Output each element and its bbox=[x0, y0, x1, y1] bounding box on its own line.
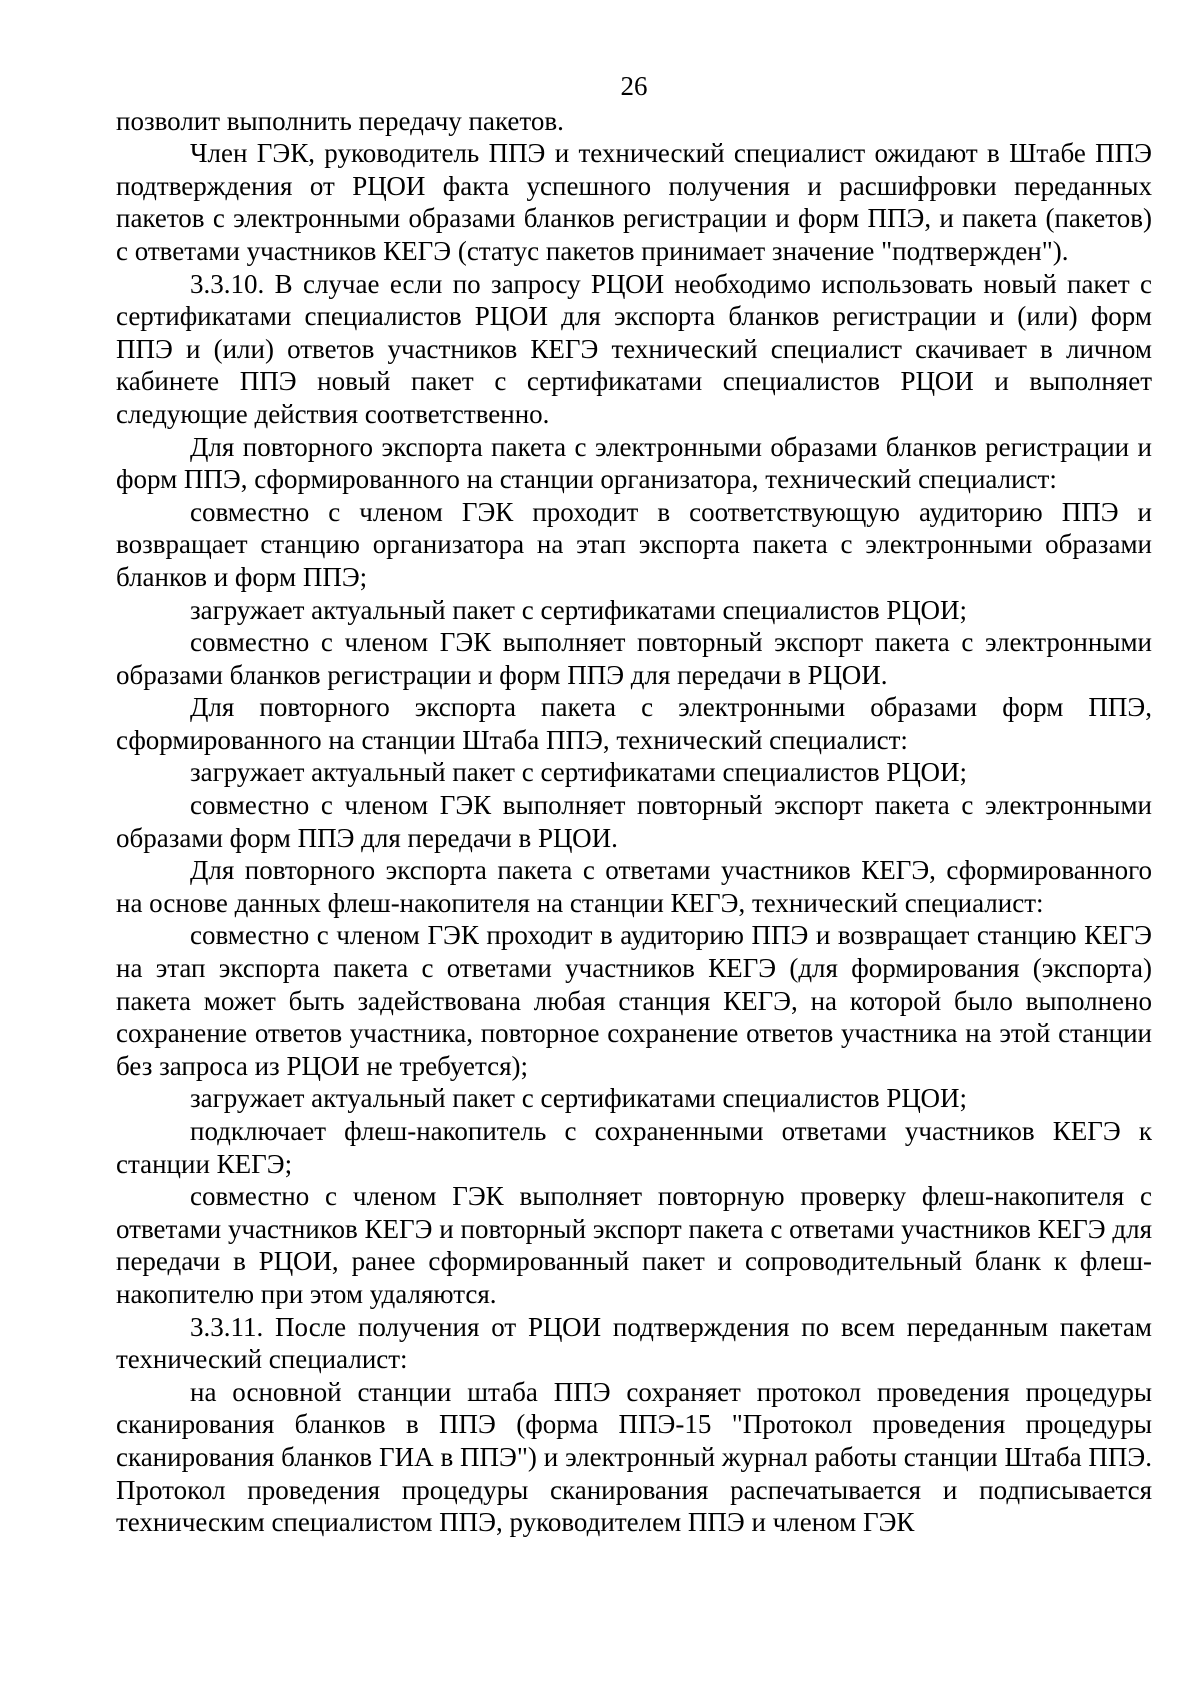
paragraph: Для повторного экспорта пакета с ответами участников КЕГЭ, сформированного на основе данных флеш-накопителя на станции КЕГЭ, технический специалист: bbox=[116, 855, 1152, 918]
paragraph: Для повторного экспорта пакета с электронными образами форм ППЭ, сформированного на станции Штаба ППЭ, технический специалист: bbox=[116, 692, 1152, 755]
paragraph: совместно с членом ГЭК выполняет повторную проверку флеш-накопителя с ответами участников КЕГЭ и повторный экспорт пакета с ответами участников КЕГЭ для передачи в РЦОИ, ранее сформированный пакет и сопроводительный бланк к флеш-накопителю при этом удаляются. bbox=[116, 1181, 1152, 1309]
paragraph: совместно с членом ГЭК выполняет повторный экспорт пакета с электронными образами бланков регистрации и форм ППЭ для передачи в РЦОИ. bbox=[116, 627, 1152, 690]
paragraph: совместно с членом ГЭК выполняет повторный экспорт пакета с электронными образами форм ППЭ для передачи в РЦОИ. bbox=[116, 790, 1152, 853]
paragraph: загружает актуальный пакет с сертификатами специалистов РЦОИ; bbox=[190, 1083, 968, 1114]
paragraph: 3.3.11. После получения от РЦОИ подтверждения по всем переданным пакетам технический специалист: bbox=[116, 1311, 1152, 1375]
paragraph: на основной станции штаба ППЭ сохраняет протокол проведения процедуры сканирования бланков в ППЭ (форма ППЭ-15 "Протокол проведения процедуры сканирования бланков ГИА в ППЭ") и электронный журнал работы станции Штаба ППЭ. Протокол проведения процедуры сканирования распечатывается и подписывается техническим специалистом ППЭ, руководителем ППЭ и членом ГЭК bbox=[116, 1376, 1152, 1538]
paragraph: загружает актуальный пакет с сертификатами специалистов РЦОИ; bbox=[190, 594, 968, 625]
paragraph: совместно с членом ГЭК проходит в аудиторию ППЭ и возвращает станцию КЕГЭ на этап экспорта пакета с ответами участников КЕГЭ (для формирования (экспорта) пакета может быть задействована любая станция КЕГЭ, на которой было выполнено сохранение ответов участника, повторное сохранение ответов участника на этой станции без запроса из РЦОИ не требуется); bbox=[116, 920, 1152, 1081]
document-page bbox=[116, 70, 1152, 1539]
paragraph: загружает актуальный пакет с сертификатами специалистов РЦОИ; bbox=[190, 757, 968, 788]
paragraph: подключает флеш-накопитель с сохраненными ответами участников КЕГЭ к станции КЕГЭ; bbox=[116, 1116, 1152, 1179]
paragraph: позволит выполнить передачу пакетов. bbox=[116, 105, 564, 136]
paragraph: 3.3.10. В случае если по запросу РЦОИ необходимо использовать новый пакет с сертификатами специалистов РЦОИ для экспорта бланков регистрации и (или) форм ППЭ и (или) ответов участников КЕГЭ технический специалист скачивает в личном кабинете ППЭ новый пакет с сертификатами специалистов РЦОИ и выполняет следующие действия соответственно. bbox=[116, 268, 1152, 429]
page-number: 26 bbox=[620, 71, 648, 101]
paragraph: Член ГЭК, руководитель ППЭ и технический специалист ожидают в Штабе ППЭ подтверждения от РЦОИ факта успешного получения и расшифровки переданных пакетов с электронными образами бланков регистрации и форм ППЭ, и пакета (пакетов) с ответами участников КЕГЭ (статус пакетов принимает значение "подтвержден"). bbox=[116, 138, 1152, 266]
paragraph: Для повторного экспорта пакета с электронными образами бланков регистрации и форм ППЭ, сформированного на станции организатора, технический специалист: bbox=[116, 431, 1152, 495]
paragraph: совместно с членом ГЭК проходит в соответствующую аудиторию ППЭ и возвращает станцию организатора на этап экспорта пакета с электронными образами бланков и форм ППЭ; bbox=[116, 496, 1152, 592]
